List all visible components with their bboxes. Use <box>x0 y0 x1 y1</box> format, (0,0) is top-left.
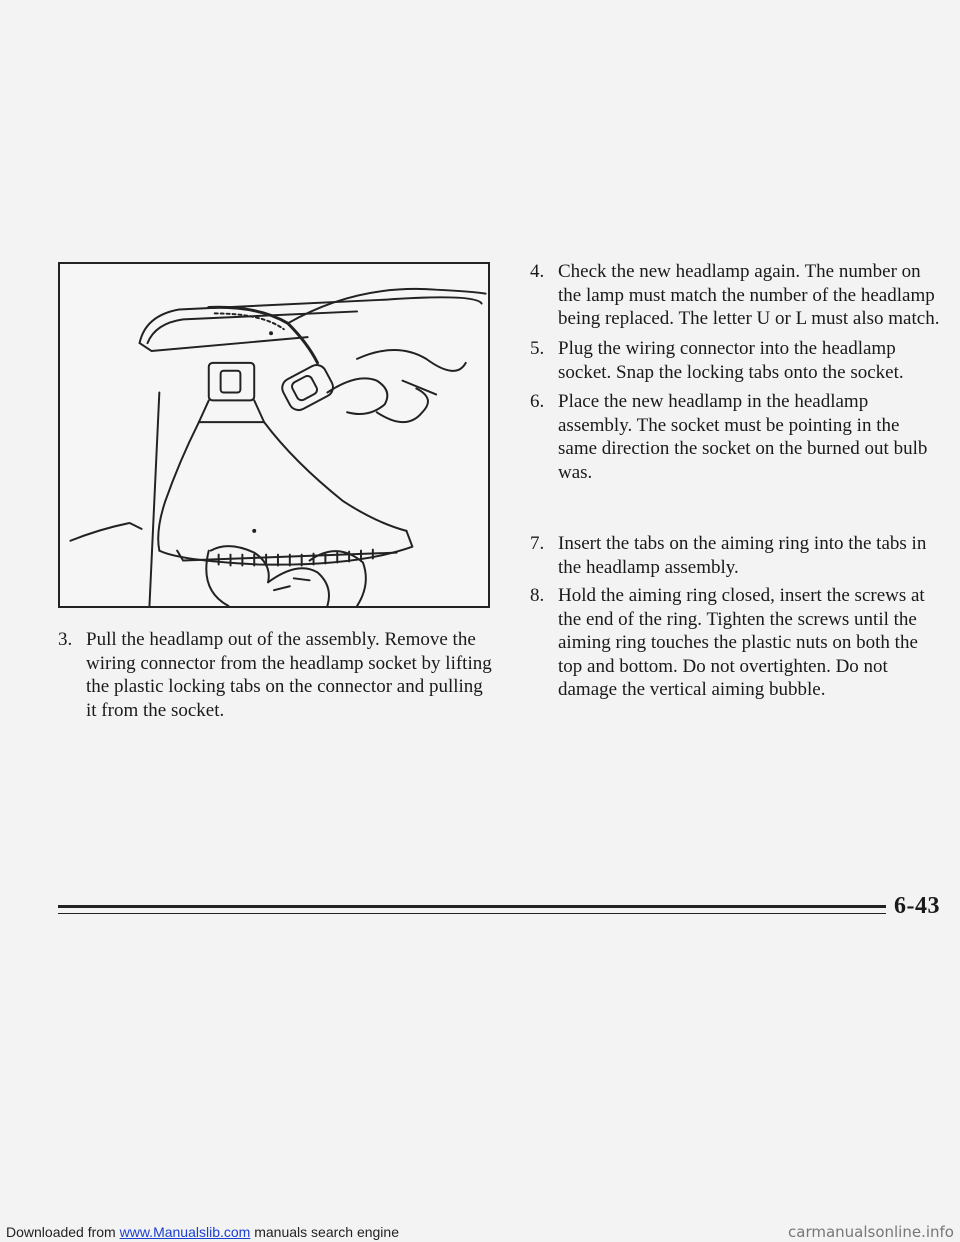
step-7 <box>530 532 942 579</box>
step-text: Pull the headlamp out of the assembly. Remove the wiring connector from the headlamp socket by lifting the plastic locking tabs on the connector and pulling it from the socket. <box>86 629 492 721</box>
watermark: carmanualsonline.info <box>788 1223 954 1241</box>
step-5 <box>530 337 942 384</box>
download-footer <box>0 1223 960 1242</box>
step-3 <box>58 628 498 722</box>
step-text: Check the new headlamp again. The number on the lamp must match the number of the headlamp being replaced. The letter U or L must also match. <box>558 261 940 329</box>
headlamp-drawing <box>60 264 488 606</box>
step-number: 4. <box>530 261 545 282</box>
step-text: Plug the wiring connector into the headlamp socket. Snap the locking tabs onto the socket. <box>558 338 904 383</box>
step-number: 7. <box>530 533 545 554</box>
manualslib-link[interactable]: www.Manualslib.com <box>119 1224 251 1240</box>
step-text: Place the new headlamp in the headlamp assembly. The socket must be pointing in the same direction the socket on the burned out bulb was. <box>558 391 928 483</box>
headlamp-removal-illustration <box>58 262 490 608</box>
step-4 <box>530 260 942 331</box>
step-number: 6. <box>530 391 545 412</box>
step-number: 5. <box>530 338 545 359</box>
footer-prefix: Downloaded from <box>6 1224 120 1240</box>
step-8 <box>530 584 942 702</box>
page-number: 6-43 <box>894 893 940 919</box>
footer-rule <box>58 905 886 908</box>
step-text: Insert the tabs on the aiming ring into the tabs in the headlamp assembly. <box>558 533 927 578</box>
footer-suffix: manuals search engine <box>250 1224 399 1240</box>
footer-rule-thin <box>58 913 886 914</box>
step-number: 8. <box>530 585 545 606</box>
step-6 <box>530 390 942 484</box>
step-number: 3. <box>58 629 73 650</box>
step-text: Hold the aiming ring closed, insert the screws at the end of the ring. Tighten the screws until the aiming ring touches the plastic nuts on both the top and bottom. Do not overtighten. Do not damage the vertical aiming bubble. <box>558 585 925 700</box>
footer-source <box>6 1223 399 1242</box>
